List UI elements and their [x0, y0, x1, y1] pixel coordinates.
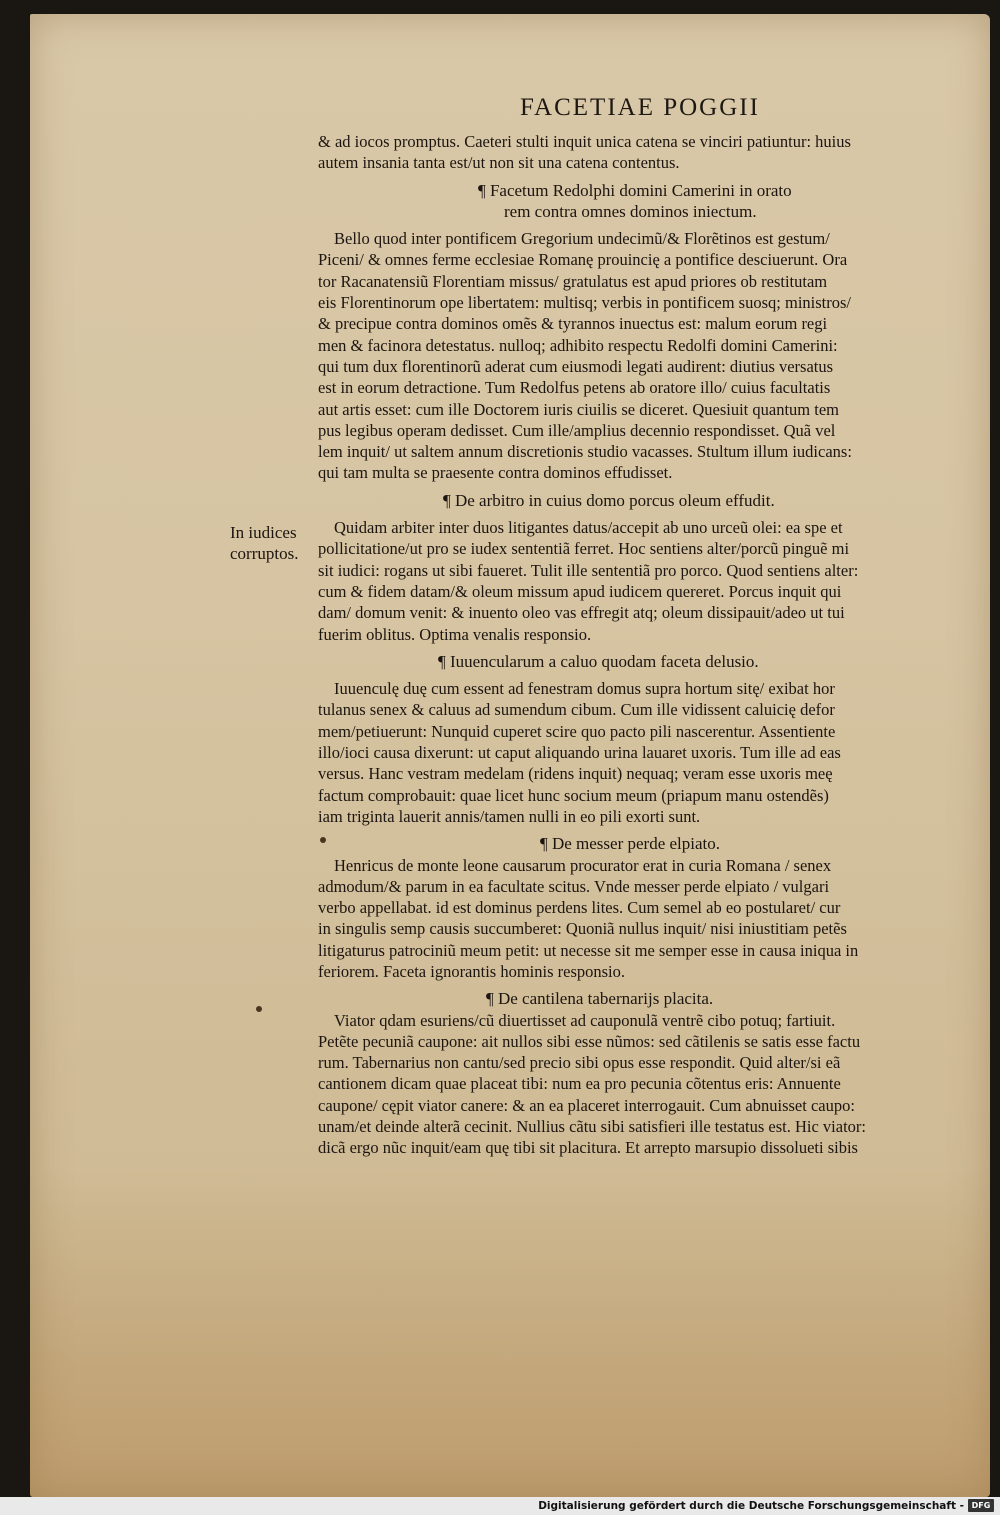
text-line: Bello quod inter pontificem Gregorium undecimũ/& Florẽtinos est gestum/ — [334, 229, 830, 249]
ink-spot — [256, 1006, 262, 1012]
ink-spot — [320, 837, 326, 843]
text-line: rum. Tabernarius non cantu/sed precio sibi opus esse respondit. Quid alter/si eã — [318, 1053, 841, 1073]
text-line: Henricus de monte leone causarum procurator erat in curia Romana / senex — [334, 855, 832, 875]
text-line: Iuuenculę duę cum essent ad fenestram domus supra hortum sitę/ exibat hor — [334, 679, 835, 699]
text-line: Petẽte pecuniã caupone: ait nullos sibi esse nũmos: sed cãtilenis se satis esse factu — [318, 1031, 861, 1051]
dfg-logo-icon: DFG — [968, 1499, 994, 1512]
text-line: litigaturus patrociniũ meum petit: ut necesse sit me semper esse in causa iniqua in — [318, 940, 859, 960]
text-line: pus legibus operam dedisset. Cum ille/amplius decennio respondisset. Quã vel — [318, 420, 836, 440]
text-line: autem insania tanta est/ut non sit una catena contentus. — [318, 153, 680, 173]
text-line: tor Racanatensiũ Florentiam missus/ gratulatus est apud priores ob restitutam — [318, 271, 828, 291]
section-heading: ¶ Iuuencularum a caluo quodam faceta delusio. — [438, 651, 759, 671]
text-line: illo/ioci causa dixerunt: ut caput aliquando urina lauaret uxoris. Tum ille ad eas — [318, 743, 841, 763]
text-line: & ad iocos promptus. Caeteri stulti inquit unica catena se vinciri patiuntur: huius — [318, 132, 851, 151]
text-line: Quidam arbiter inter duos litigantes datus/accepit ab uno urceũ olei: ea spe et — [334, 518, 843, 538]
text-line: sit iudici: rogans ut sibi faueret. Tulit ille sententiã pro porco. Quod sentiens alter: — [318, 560, 859, 580]
text-line: men & facinora detestatus. nulloq; adhibito respectu Redolfi domini Camerini: — [318, 335, 838, 355]
text-line: admodum/& parum in ea facultate scitus. Vnde messer perde elpiato / vulgari — [318, 876, 830, 896]
section-heading: ¶ De arbitro in cuius domo porcus oleum effudit. — [443, 490, 775, 510]
text-line: feriorem. Faceta ignorantis hominis responsio. — [318, 961, 626, 981]
text-line: dicã ergo nũc inquit/eam quę tibi sit placitura. Et arrepto marsupio dissolueti sibis — [318, 1138, 858, 1158]
text-line: iam triginta lauerit annis/tamen nulli in eo pili exorti sunt. — [318, 806, 701, 826]
text-line: verbo appellabat. id est dominus perdens lites. Cum semel ab eo postularet/ cur — [318, 898, 841, 918]
text-line: dam/ domum venit: & inuento oleo vas effregit atq; oleum dissipauit/adeo ut tui — [318, 603, 845, 623]
text-line: cum & fidem datam/& oleum missum apud iudicem quereret. Porcus inquit qui — [318, 581, 842, 601]
text-line: & precipue contra dominos omẽs & tyrannos inuectus est: malum eorum regi — [318, 314, 828, 334]
text-line: in singulis semp causis succumberet: Quoniã nullus inquit/ nisi iniustitiam petẽs — [318, 919, 847, 939]
text-line: qui tum dux florentinorũ aderat cum eiusmodi legati audirent: diutius versatus — [318, 356, 834, 376]
funding-notice: Digitalisierung gefördert durch die Deutsche Forschungsgemeinschaft - — [538, 1500, 964, 1512]
text-line: pollicitatione/ut pro se iudex sententiã ferret. Hoc sentiens alter/porcũ pinguẽ mi — [318, 539, 850, 559]
text-line: lem inquit/ ut saltem annum discretionis studio vacasses. Stultum illum iudicans: — [318, 442, 852, 462]
text-line: unam/et deinde alterã cecinit. Nullius cãtu sibi satisfieri ille testatus est. Hic viator: — [318, 1117, 867, 1137]
text-line: Viator qdam esuriens/cũ diuertisset ad cauponulã ventrẽ cibo potuq; fartiuit. — [334, 1010, 836, 1030]
section-heading: ¶ De cantilena tabernarijs placita. — [486, 989, 714, 1009]
footer-bar — [0, 1497, 1000, 1515]
running-head: FACETIAE POGGII — [520, 94, 760, 121]
section-heading: ¶ De messer perde elpiato. — [540, 834, 720, 854]
text-line: factum comprobauit: quae licet hunc socium meum (priapum manu ostendẽs) — [318, 785, 829, 805]
text-line: tulanus senex & caluus ad sumendum cibum. Cum ille vidissent caluicię defor — [318, 700, 835, 720]
margin-note-line: In iudices — [230, 523, 297, 542]
text-line: mem/petiuerunt: Nunquid cuperet scire quo pacto pili nascerentur. Assentiente — [318, 721, 836, 741]
document-page — [30, 14, 990, 1497]
text-line: aut artis esset: cum ille Doctorem iuris ciuilis se diceret. Quesiuit quantum tem — [318, 399, 839, 419]
margin-note — [230, 522, 325, 564]
section-heading: rem contra omnes dominos iniectum. — [504, 201, 757, 221]
text-line: qui tam multa se praesente contra dominos effudisset. — [318, 463, 673, 483]
text-line: Piceni/ & omnes ferme ecclesiae Romanę prouincię a pontifice desciuerunt. Ora — [318, 250, 848, 270]
margin-note-line: corruptos. — [230, 544, 299, 563]
text-line: est in eorum detractione. Tum Redolfus petens ab oratore illo/ cuius facultatis — [318, 378, 831, 398]
section-heading: ¶ Facetum Redolphi domini Camerini in orato — [478, 180, 792, 200]
text-line: eis Florentinorum ope libertatem: multisq; verbis in pontificem suosq; ministros/ — [318, 293, 851, 313]
text-line: caupone/ cępit viator canere: & an ea placeret interrogauit. Cum abnuisset caupo: — [318, 1095, 855, 1115]
text-body — [318, 131, 978, 1159]
text-line: cantionem dicam quae placeat tibi: num ea pro pecunia cõtentus eris: Annuente — [318, 1074, 841, 1094]
text-line: fuerim oblitus. Optima venalis responsio. — [318, 624, 592, 644]
text-line: versus. Hanc vestram medelam (ridens inquit) nequaq; veram esse uxoris meę — [318, 764, 833, 784]
